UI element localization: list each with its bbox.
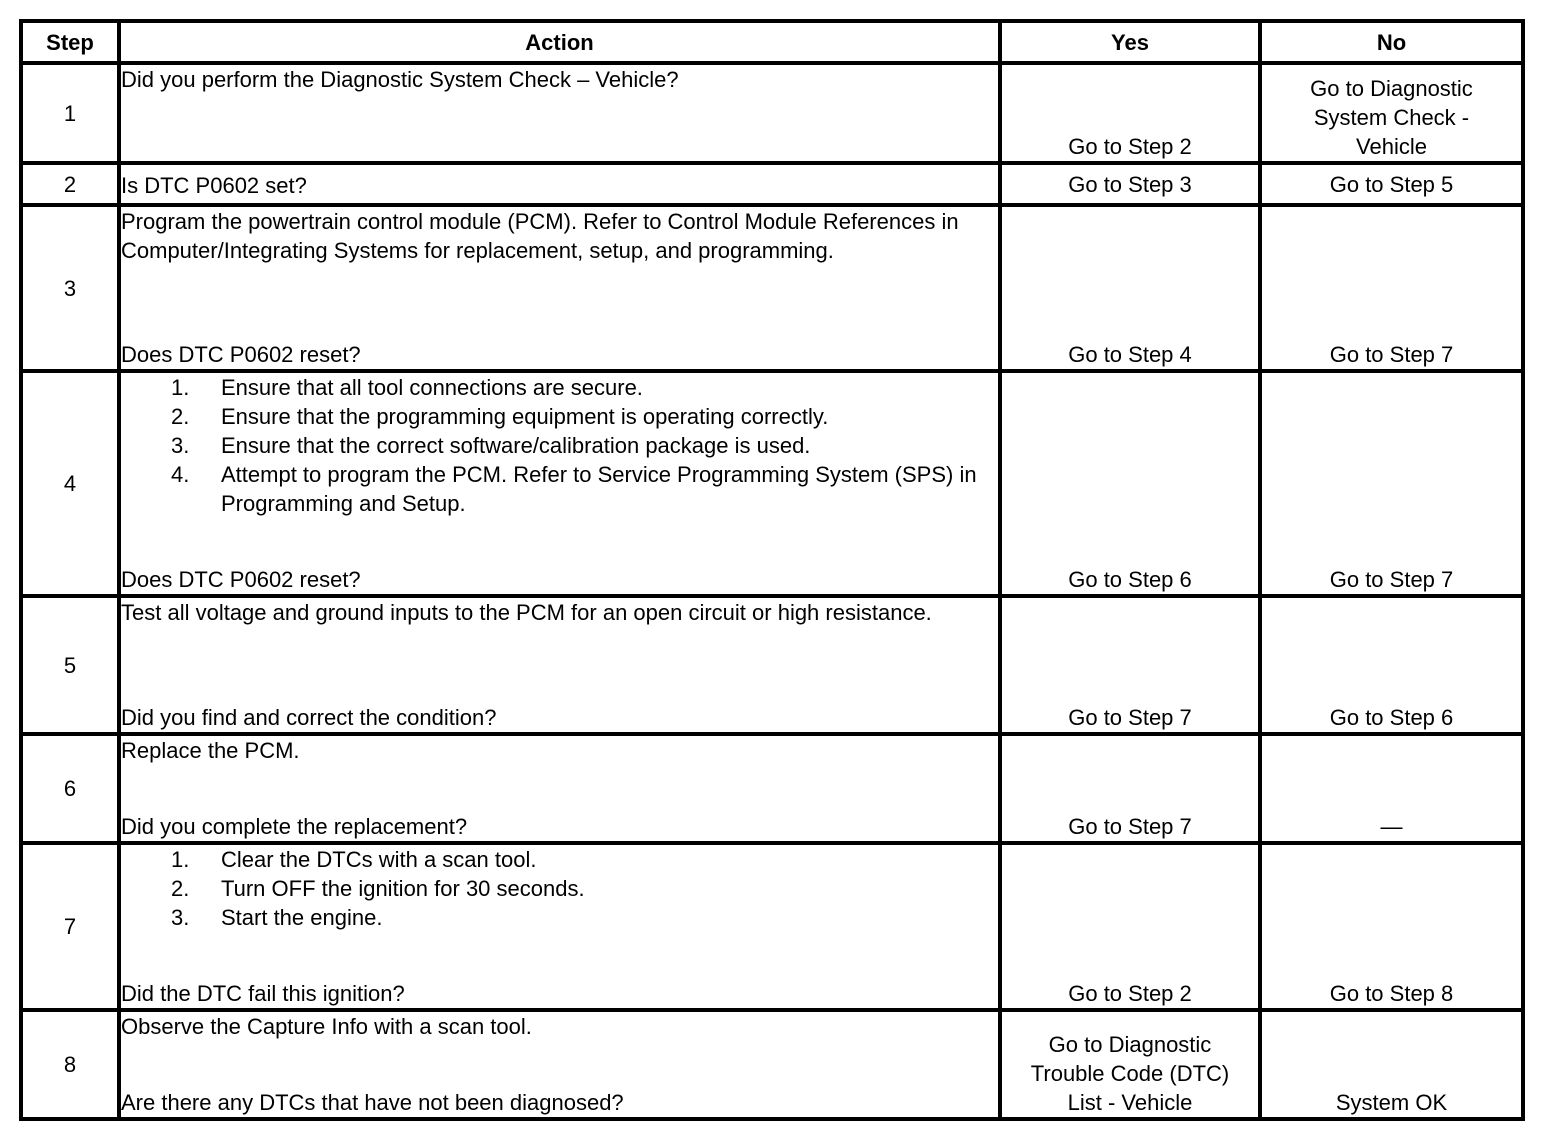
table-row: [21, 205, 1523, 371]
action-question: Did you find and correct the condition?: [121, 705, 497, 730]
no-result: Go to Step 7: [1260, 205, 1523, 371]
action-question: Does DTC P0602 reset?: [121, 342, 361, 367]
list-item: 2. Turn OFF the ignition for 30 seconds.: [171, 876, 585, 901]
action-cell: [119, 843, 1000, 1010]
list-item: 1. Ensure that all tool connections are secure.: [171, 375, 643, 400]
header-no: No: [1260, 21, 1523, 63]
step-number: 5: [21, 596, 119, 734]
header-yes: Yes: [1000, 21, 1260, 63]
step-number: 4: [21, 371, 119, 596]
action-steps-list: [121, 373, 998, 518]
diagnostic-table: [19, 19, 1525, 1121]
no-result: —: [1260, 734, 1523, 843]
step-number: 8: [21, 1010, 119, 1119]
table-row: [21, 843, 1523, 1010]
action-text: Observe the Capture Info with a scan tool.: [121, 1014, 532, 1039]
action-cell: [119, 1010, 1000, 1119]
header-row: [21, 21, 1523, 63]
yes-result: Go to Diagnostic Trouble Code (DTC) List - Vehicle: [1000, 1010, 1260, 1119]
no-result: Go to Step 7: [1260, 371, 1523, 596]
action-question: Does DTC P0602 reset?: [121, 567, 361, 592]
action-cell: [119, 596, 1000, 734]
yes-result: Go to Step 2: [1000, 843, 1260, 1010]
table-row: [21, 63, 1523, 163]
no-result: Go to Step 5: [1260, 163, 1523, 205]
action-cell: [119, 205, 1000, 371]
table-row: [21, 734, 1523, 843]
step-number: 3: [21, 205, 119, 371]
action-steps-list: [121, 845, 998, 932]
table-row: [21, 371, 1523, 596]
no-result: Go to Diagnostic System Check - Vehicle: [1260, 63, 1523, 163]
table-row: [21, 596, 1523, 734]
action-cell: [119, 63, 1000, 163]
action-question: Did the DTC fail this ignition?: [121, 981, 405, 1006]
no-result: Go to Step 6: [1260, 596, 1523, 734]
header-action: Action: [119, 21, 1000, 63]
action-text: Replace the PCM.: [121, 738, 300, 763]
action-text: Test all voltage and ground inputs to the PCM for an open circuit or high resistance.: [121, 600, 932, 625]
list-item: 1. Clear the DTCs with a scan tool.: [171, 847, 537, 872]
step-number: 6: [21, 734, 119, 843]
action-cell: [119, 163, 1000, 205]
yes-result: Go to Step 4: [1000, 205, 1260, 371]
yes-result: Go to Step 7: [1000, 596, 1260, 734]
action-question: Did you complete the replacement?: [121, 814, 468, 839]
action-cell: [119, 734, 1000, 843]
table-row: [21, 163, 1523, 205]
yes-result: Go to Step 2: [1000, 63, 1260, 163]
action-cell: [119, 371, 1000, 596]
step-number: 1: [21, 63, 119, 163]
no-result: Go to Step 8: [1260, 843, 1523, 1010]
yes-result: Go to Step 7: [1000, 734, 1260, 843]
table-row: [21, 1010, 1523, 1119]
action-text: Did you perform the Diagnostic System Check – Vehicle?: [121, 67, 679, 92]
action-text: Is DTC P0602 set?: [121, 172, 307, 198]
list-item: 3. Ensure that the correct software/calibration package is used.: [171, 433, 811, 458]
step-number: 7: [21, 843, 119, 1010]
step-number: 2: [21, 163, 119, 205]
no-result: System OK: [1260, 1010, 1523, 1119]
yes-result: Go to Step 3: [1000, 163, 1260, 205]
list-item: 2. Ensure that the programming equipment is operating correctly.: [171, 404, 829, 429]
action-question: Are there any DTCs that have not been diagnosed?: [121, 1090, 624, 1115]
yes-result: Go to Step 6: [1000, 371, 1260, 596]
action-text: Program the powertrain control module (PCM). Refer to Control Module References in Computer/Integrating Systems for replacement, setup, and programming.: [121, 209, 959, 263]
list-item: 3. Start the engine.: [171, 905, 383, 930]
header-step: Step: [21, 21, 119, 63]
list-item: 4. Attempt to program the PCM. Refer to Service Programming System (SPS) in Programming and Setup.: [171, 462, 977, 516]
